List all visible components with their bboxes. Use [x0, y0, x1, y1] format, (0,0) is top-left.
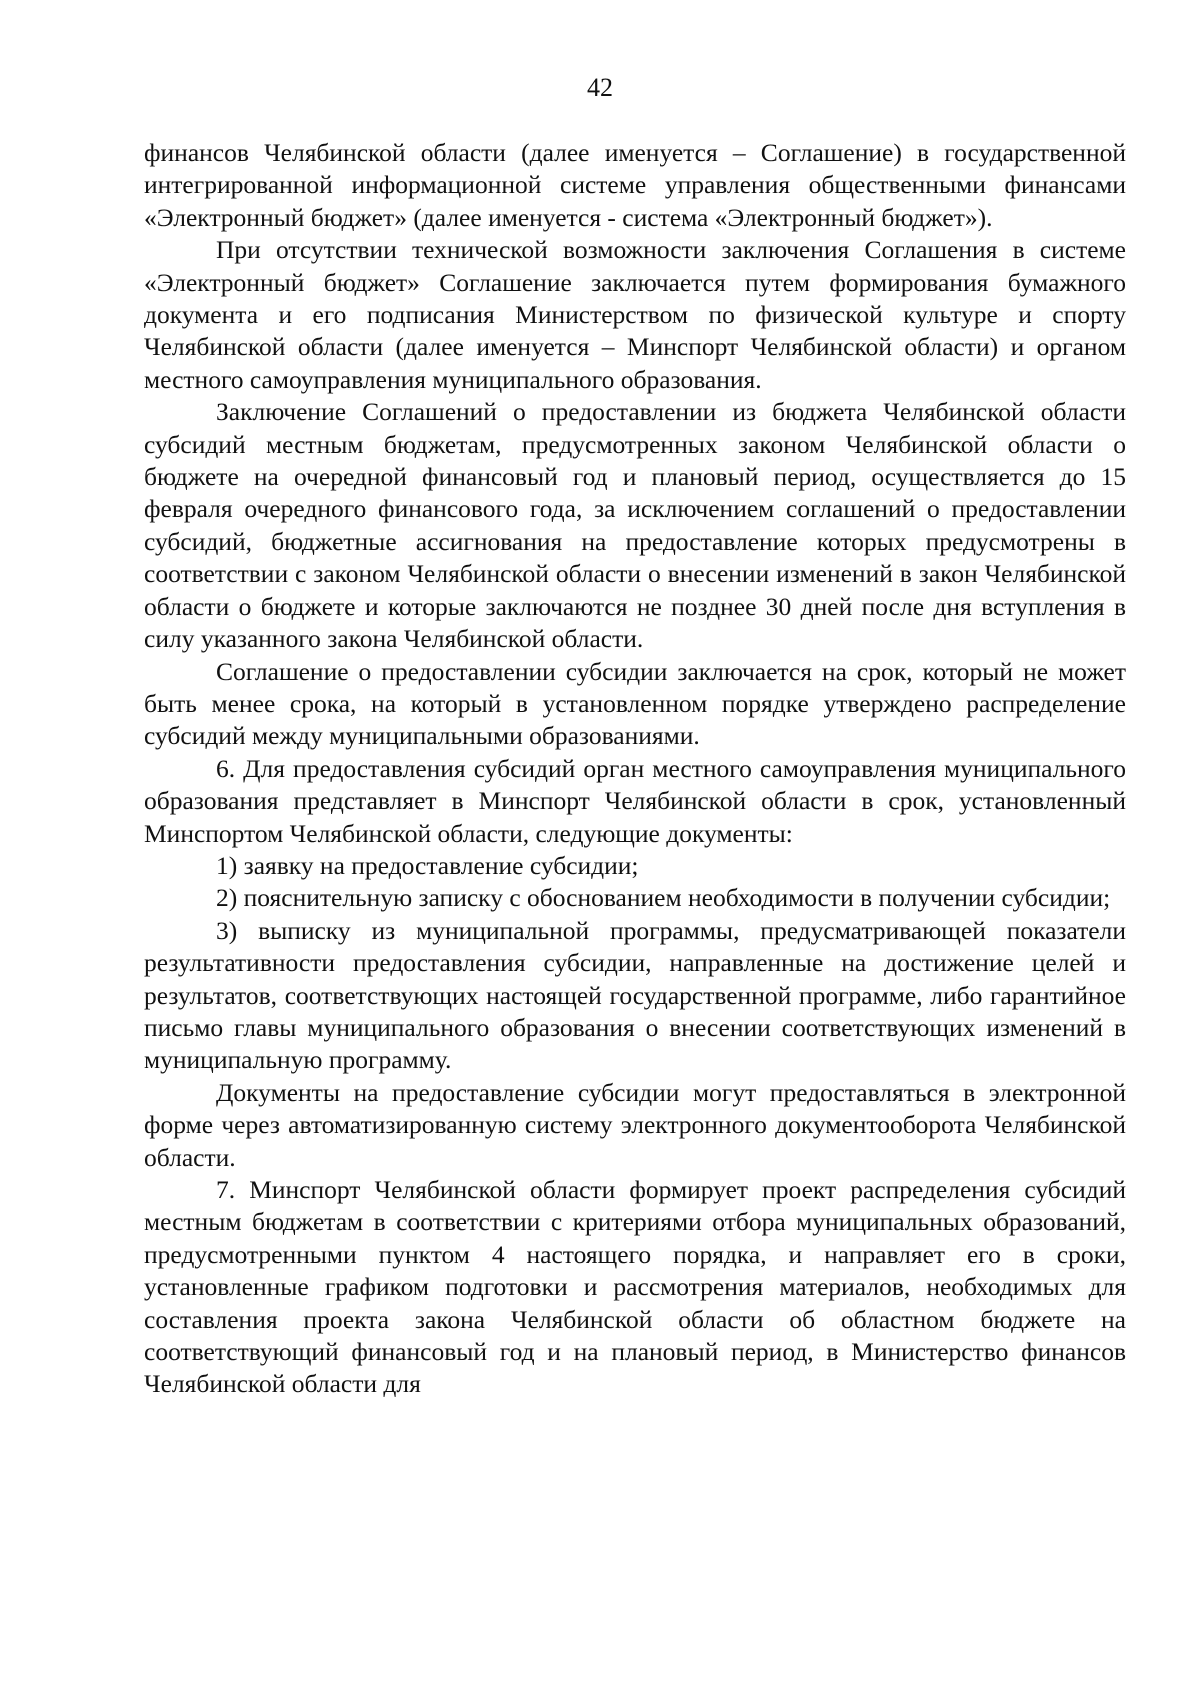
document-body — [144, 137, 1126, 1401]
page-number: 42 — [587, 73, 613, 102]
paragraph-agreement-deadline: Заключение Соглашений о предоставлении из бюджета Челябинской области субсидий местным бюджетам, предусмотренных законом Челябинской области о бюджете на очередной финансовый год и плановый период, осуществляется до 15 февраля очередного финансового года, за исключением соглашений о предоставлении субсидий, бюджетные ассигнования на предоставление которых предусмотрены в соответствии с законом Челябинской области о внесении изменений в закон Челябинской области о бюджете и которые заключаются не позднее 30 дней после дня вступления в силу указанного закона Челябинской области. — [144, 397, 1126, 654]
paragraph-agreement-term: Соглашение о предоставлении субсидии заключается на срок, который не может быть менее срока, на который в установленном порядке утверждено распределение субсидий между муниципальными образованиями. — [144, 656, 1126, 751]
paragraph-item-6: 6. Для предоставления субсидий орган местного самоуправления муниципального образования представляет в Минспорт Челябинской области в срок, установленный Минспортом Челябинской области, следующие документы: — [144, 753, 1126, 848]
paragraph-item-7: 7. Минспорт Челябинской области формирует проект распределения субсидий местным бюджетам в соответствии с критериями отбора муниципальных образований, предусмотренными пунктом 4 настоящего порядка, и направляет его в сроки, установленные графиком подготовки и рассмотрения материалов, необходимых для составления проекта закона Челябинской области об областном бюджете на соответствующий финансовый год и на плановый период, в Министерство финансов Челябинской области для — [144, 1175, 1126, 1399]
list-item-3: 3) выписку из муниципальной программы, предусматривающей показатели результативности предоставления субсидии, направленные на достижение целей и результатов, соответствующих настоящей государственной программе, либо гарантийное письмо главы муниципального образования о внесении соответствующих изменений в муниципальную программу. — [144, 915, 1126, 1075]
list-item-1: 1) заявку на предоставление субсидии; — [216, 850, 639, 880]
paragraph-paper-agreement: При отсутствии технической возможности заключения Соглашения в системе «Электронный бюджет» Соглашение заключается путем формирования бумажного документа и его подписания Министерством по физической культуре и спорту Челябинской области (далее именуется – Минспорт Челябинской области) и органом местного самоуправления муниципального образования. — [144, 235, 1126, 394]
paragraph-agreement-definition: финансов Челябинской области (далее именуется – Соглашение) в государственной интегрированной информационной системе управления общественными финансами «Электронный бюджет» (далее именуется - система «Электронный бюджет»). — [144, 138, 1126, 232]
paragraph-electronic-documents: Документы на предоставление субсидии могут предоставляться в электронной форме через автоматизированную систему электронного документооборота Челябинской области. — [144, 1077, 1126, 1172]
list-item-2: 2) пояснительную записку с обоснованием необходимости в получении субсидии; — [216, 883, 1111, 913]
